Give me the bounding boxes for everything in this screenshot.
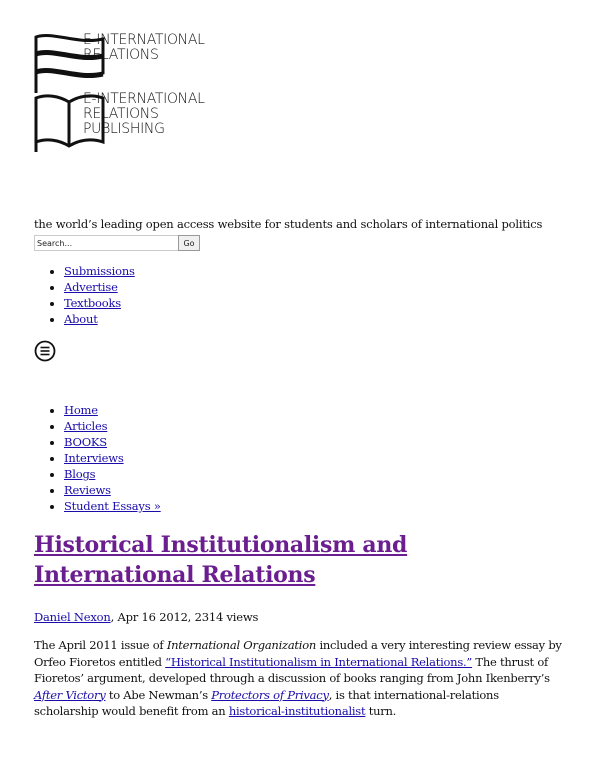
nav-reviews[interactable]: Reviews [64, 483, 111, 497]
logo-eir-text[interactable] [83, 33, 205, 63]
body-text-segment: included a very interesting review essay by Orfeo Fioretos entitled [34, 638, 562, 669]
protectors-of-privacy-link[interactable] [211, 688, 328, 702]
submissions-link[interactable]: Submissions [64, 264, 135, 278]
menu-icon[interactable] [34, 340, 56, 362]
main-nav-list [46, 402, 161, 514]
body-text-segment: The thrust of Fioretos’ argument, developed through a discussion of books ranging from John Ikenberry’s [34, 654, 550, 685]
nav-blogs[interactable]: Blogs [64, 467, 96, 481]
top-link-item [64, 295, 135, 311]
top-links-list [46, 263, 135, 327]
nav-item [64, 418, 161, 434]
logo-line-2: RELATIONS [83, 47, 159, 63]
author-link[interactable]: Daniel Nexon [34, 610, 111, 624]
nav-item [64, 482, 161, 498]
advertise-link[interactable]: Advertise [64, 280, 118, 294]
body-text-segment: to Abe Newman’s [105, 687, 212, 702]
essay-link[interactable]: “Historical Institutionalism in International Relations.” [165, 654, 473, 669]
book-title: After Victory [34, 687, 106, 702]
nav-books[interactable]: BOOKS [64, 435, 107, 449]
book-title: Protectors of Privacy [211, 687, 329, 702]
search-input[interactable] [34, 235, 179, 251]
nav-item [64, 402, 161, 418]
nav-interviews[interactable]: Interviews [64, 451, 124, 465]
body-text-segment: , is that international-relations scholarship would benefit from an [34, 687, 499, 718]
nav-item [64, 434, 161, 450]
top-link-item [64, 311, 135, 327]
nav-item [64, 450, 161, 466]
journal-name: International Organization [166, 638, 317, 652]
nav-articles[interactable]: Articles [64, 419, 108, 433]
article-byline [34, 610, 258, 624]
textbooks-link[interactable]: Textbooks [64, 296, 121, 310]
logo-eir-publishing-text[interactable] [83, 92, 205, 137]
nav-item [64, 466, 161, 482]
after-victory-link[interactable] [34, 688, 105, 702]
logo-line-1: E-INTERNATIONAL [83, 32, 205, 48]
about-link[interactable]: About [64, 312, 98, 326]
article-meta: , Apr 16 2012, 2314 views [110, 610, 259, 624]
logo-line-1: E-INTERNATIONAL [83, 91, 205, 107]
article-title-link[interactable]: Historical Institutionalism and International Relations [34, 532, 408, 588]
nav-student-essays[interactable]: Student Essays » [64, 499, 161, 513]
site-tagline: the world’s leading open access website for students and scholars of international politics [34, 217, 543, 231]
article-body [34, 637, 564, 720]
historical-institutionalist-link[interactable]: historical-institutionalist [228, 704, 366, 718]
logo-line-3: PUBLISHING [83, 121, 165, 137]
search-go-button[interactable]: Go [178, 235, 200, 251]
top-link-item [64, 279, 135, 295]
top-link-item [64, 263, 135, 279]
body-text-segment: The April 2011 issue of [34, 638, 167, 652]
article-title [34, 530, 554, 590]
body-text-segment: turn. [365, 704, 397, 718]
nav-item [64, 498, 161, 514]
logo-line-2: RELATIONS [83, 106, 159, 122]
nav-home[interactable]: Home [64, 403, 98, 417]
